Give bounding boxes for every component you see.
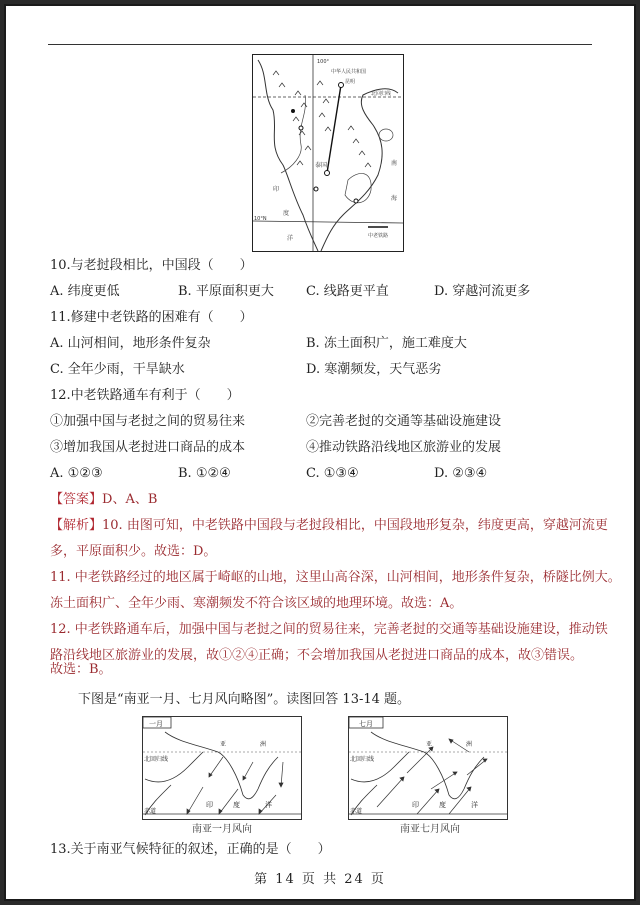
- question-10-stem: 10.与老挝段相比，中国段（ ）: [50, 258, 253, 273]
- analysis-line-6: 路沿线地区旅游业的发展，故①②④正确；不会增加我国从老挝进口商品的成本，故③错误。: [50, 648, 584, 663]
- q10-option-d[interactable]: D. 穿越河流更多: [434, 284, 531, 299]
- answer-label: 【答案】: [50, 492, 103, 507]
- thailand-label: 泰国: [315, 162, 328, 169]
- q12-option-b[interactable]: B. ①②④: [178, 466, 231, 481]
- question-13-stem: 13.关于南亚气候特征的叙述，正确的是（ ）: [50, 842, 331, 857]
- document-page: [4, 4, 636, 901]
- answer-line: [50, 490, 157, 510]
- tropic-label: 北回归线: [371, 91, 392, 97]
- asia-label-2: 洲: [260, 741, 267, 748]
- q12-option-d[interactable]: D. ②③④: [434, 466, 488, 481]
- meridian-label: 100°: [317, 59, 330, 65]
- analysis-text-1: 10. 由图可知，中老铁路中国段与老挝段相比，中国段地形复杂，纬度更高，穿越河流更: [102, 518, 608, 533]
- analysis-line-5: 12. 中老铁路通车后，加强中国与老挝之间的贸易往来，完善老挝的交通等基础设施建设，推动铁: [50, 622, 608, 637]
- ocean-label-2: 度: [233, 801, 240, 809]
- equator-label: 赤道: [144, 808, 157, 815]
- question-12-stem: 12.中老铁路通车有利于（ ）: [50, 388, 240, 403]
- q12-statement-2: ②完善老挝的交通等基础设施建设: [306, 414, 502, 429]
- ocean-label-3: 洋: [471, 801, 478, 809]
- january-wind-map: [142, 716, 302, 820]
- analysis-line-7: 故选：B。: [50, 662, 112, 677]
- analysis-line-2: 多，平原面积少。故选：D。: [50, 544, 217, 559]
- ocean-label-2: 度: [439, 801, 446, 809]
- china-label: 中华人民共和国: [331, 69, 367, 75]
- equator-label: 赤道: [350, 808, 363, 815]
- tropic-label: 北回归线: [144, 756, 169, 763]
- july-caption: 南亚七月风向: [400, 824, 460, 835]
- analysis-label: 【解析】: [50, 518, 103, 533]
- q11-option-c[interactable]: C. 全年少雨，干旱缺水: [50, 362, 185, 377]
- ocean-label-1: 印: [273, 186, 280, 193]
- legend-label: 中老铁路: [368, 233, 389, 239]
- july-wind-map: [348, 716, 508, 820]
- parallel-label: 10°N: [254, 216, 267, 222]
- asia-label-2: 洲: [466, 741, 473, 748]
- analysis-line-4: 冻土面积广、全年少雨、寒潮频发不符合该区域的地理环境。故选：A。: [50, 596, 463, 611]
- q10-option-c[interactable]: C. 线路更平直: [306, 284, 389, 299]
- tropic-label: 北回归线: [350, 756, 375, 763]
- january-caption: 南亚一月风向: [192, 824, 252, 835]
- kunming-label: 昆明: [345, 79, 356, 85]
- china-laos-railway-map: [252, 54, 404, 252]
- page-footer: 第 14 页 共 24 页: [254, 872, 386, 887]
- figure-intro: 下图是“南亚一月、七月风向略图”。读图回答 13-14 题。: [78, 692, 411, 707]
- question-11-stem: 11.修建中老铁路的困难有（ ）: [50, 310, 253, 325]
- asia-label-1: 亚: [220, 741, 227, 748]
- q10-option-a[interactable]: A. 纬度更低: [50, 284, 120, 299]
- ocean-label-1: 印: [412, 801, 419, 809]
- ocean-label-3: 洋: [287, 235, 294, 242]
- ocean-label-3: 洋: [265, 801, 272, 809]
- analysis-line-1: [50, 516, 608, 536]
- sea-label-2: 海: [391, 195, 398, 202]
- q12-statement-4: ④推动铁路沿线地区旅游业的发展: [306, 440, 502, 455]
- q12-option-a[interactable]: A. ①②③: [50, 466, 103, 481]
- ocean-label-2: 度: [283, 210, 290, 217]
- q11-option-a[interactable]: A. 山河相间，地形条件复杂: [50, 336, 211, 351]
- q12-statement-3: ③增加我国从老挝进口商品的成本: [50, 440, 246, 455]
- sea-label-1: 南: [391, 160, 398, 167]
- asia-label-1: 亚: [426, 741, 433, 748]
- answer-value: D、A、B: [102, 492, 158, 507]
- ocean-label-1: 印: [206, 801, 213, 809]
- q12-statement-1: ①加强中国与老挝之间的贸易往来: [50, 414, 246, 429]
- header-rule: [48, 44, 592, 45]
- q11-option-d[interactable]: D. 寒潮频发，天气恶劣: [306, 362, 442, 377]
- q11-option-b[interactable]: B. 冻土面积广，施工难度大: [306, 336, 467, 351]
- analysis-line-3: 11. 中老铁路经过的地区属于崎岖的山地，这里山高谷深，山河相间，地形条件复杂，桥隧比例大。: [50, 570, 621, 585]
- january-title: 一月: [149, 720, 163, 728]
- july-title: 七月: [359, 720, 373, 728]
- q10-option-b[interactable]: B. 平原面积更大: [178, 284, 274, 299]
- q12-option-c[interactable]: C. ①③④: [306, 466, 359, 481]
